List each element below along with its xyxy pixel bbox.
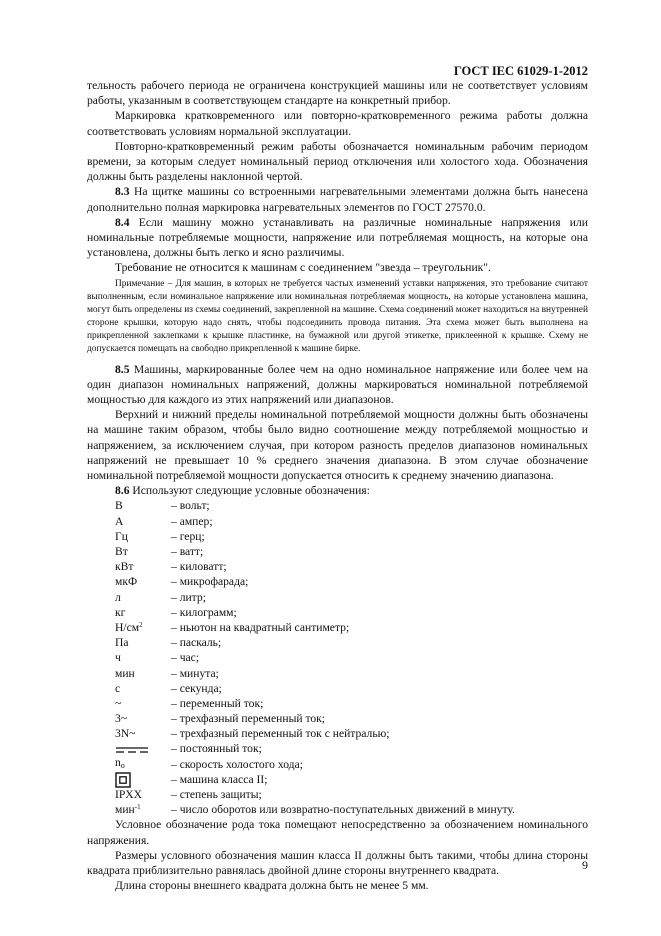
- clause-text: Если машину можно устанавливать на различные номинальные напряжения или номинальные потребляемые мощности, напряжение или потребляемая мощность, на которые она установлена, должны быть легко и ясно различимы.: [87, 215, 588, 260]
- symbol-row: [115, 650, 588, 665]
- paragraph-square-min: Длина стороны внешнего квадрата должна быть не менее 5 мм.: [115, 879, 429, 893]
- symbol-description: – число оборотов или возвратно-поступательных движений в минуту.: [171, 803, 515, 817]
- symbol-row: [115, 802, 588, 817]
- symbol-code: с: [115, 681, 121, 695]
- symbols-list: [87, 498, 588, 817]
- page-number: 9: [582, 858, 588, 872]
- symbol-code: ~: [115, 696, 122, 710]
- symbol-row: [115, 635, 588, 650]
- note-paragraph: Примечание – Для машин, в которых не требуется частых изменений уставки напряжения, это требование считают выполненным, если номинальное напряжение или номинальная потребляемая мощность, на которые установлена машина, могут быть определены из схемы соединений, закрепленной на машине. Схема соединений может находиться на внутренней стороне крышки, которую надо снять, чтобы подсоединить провода питания. Эта схема может быть выполнена на прикрепленной заклепками к крышке пластинке, на бумажной или другой этикетке, приклеенной к крышке. Схему не допускается помещать на свободно прикрепленной к машине бирке.: [87, 278, 588, 354]
- symbol-row: [115, 605, 588, 620]
- symbol-code: 3~: [115, 712, 128, 726]
- symbol-description: – вольт;: [171, 499, 210, 513]
- symbol-row: [115, 741, 588, 756]
- symbol-description: – трехфазный переменный ток с нейтралью;: [171, 727, 390, 741]
- clause-number: 8.5: [115, 362, 130, 376]
- symbol-code-text: n: [115, 756, 121, 770]
- symbol-code: л: [115, 590, 121, 604]
- symbol-code: IPXX: [115, 788, 143, 802]
- symbol-code: Вт: [115, 545, 128, 559]
- symbol-description: – секунда;: [171, 681, 222, 695]
- symbol-code: 3N~: [115, 727, 136, 741]
- symbol-row: [115, 757, 588, 772]
- symbol-description: – степень защиты;: [171, 788, 262, 802]
- superscript: 2: [139, 620, 143, 629]
- clause-text: Машины, маркированные более чем на одно номинальное напряжение или более чем на один диапазон номинальных напряжений, должны маркироваться номинальной потребляемой мощностью для каждого из этих напряжений или диапазонов.: [87, 362, 588, 407]
- symbol-code: [115, 802, 171, 817]
- symbol-code: Гц: [115, 529, 128, 543]
- symbol-description: – постоянный ток;: [171, 742, 262, 756]
- symbol-row: [115, 666, 588, 681]
- class-ii-square-icon: [115, 772, 131, 788]
- symbol-description: – час;: [171, 651, 200, 665]
- document-id-header: ГОСТ IEC 61029-1-2012: [453, 64, 588, 78]
- symbol-row: [115, 696, 588, 711]
- dc-current-icon: [115, 745, 149, 755]
- symbol-code: [115, 771, 171, 787]
- symbol-row: [115, 590, 588, 605]
- symbol-code-text: мин: [115, 803, 135, 817]
- clause-8-6: [87, 483, 588, 498]
- symbol-description: – машина класса II;: [171, 772, 268, 786]
- symbol-row: [115, 711, 588, 726]
- paragraph-class-ii-size: Размеры условного обозначения машин класса II должны быть такими, чтобы длина стороны квадрата приблизительно равнялась двойной длине стороны внутреннего квадрата.: [87, 848, 588, 878]
- symbol-row: [115, 726, 588, 741]
- symbol-row: [115, 559, 588, 574]
- paragraph-continuation: тельность рабочего периода не ограничена конструкцией машины или не соответствует условиям работы, указанным в соответствующем стандарте на конкретный прибор.: [87, 79, 588, 108]
- paragraph-power-limits: Верхний и нижний пределы номинальной потребляемой мощности должны быть обозначены на машине таким образом, чтобы было видно соотношение между потребляемой мощностью и напряжением, за исключением случая, при котором разность пределов диапазонов номинальных напряжений не превышает 10 % среднего значения диапазона. В этом случае обозначение номинальной потребляемой мощности допускается относить к среднему значению диапазона.: [87, 408, 588, 483]
- symbol-code: кВт: [115, 560, 134, 574]
- paragraph-current-type: Условное обозначение рода тока помещают непосредственно за обозначением номинального напряжения.: [87, 818, 588, 847]
- clause-number: 8.4: [115, 215, 130, 229]
- symbol-row: [115, 544, 588, 559]
- paragraph-star-delta: Требование не относится к машинам с соединением "звезда – треугольник".: [115, 261, 491, 275]
- paragraph-marking-short-duty: Маркировка кратковременного или повторно-кратковременного режима работы должна соответствовать условиям нормальной эксплуатации.: [87, 109, 588, 138]
- clause-8-5: [87, 362, 588, 408]
- symbol-code: ч: [115, 651, 121, 665]
- symbol-code: В: [115, 499, 123, 513]
- symbol-description: – скорость холостого хода;: [171, 757, 303, 771]
- symbol-row: [115, 574, 588, 589]
- symbol-code: А: [115, 514, 124, 528]
- symbol-description: – трехфазный переменный ток;: [171, 712, 326, 726]
- clause-text: На щитке машины со встроенными нагревательными элементами должна быть нанесена дополнительно полная маркировка нагревательных элементов по ГОСТ 27570.0.: [87, 185, 588, 214]
- clause-number: 8.6: [115, 484, 130, 498]
- document-body: [87, 78, 588, 893]
- subscript: o: [120, 761, 125, 771]
- symbol-description: – паскаль;: [171, 636, 222, 650]
- symbol-description: – микрофарада;: [171, 575, 249, 589]
- symbol-code: мин: [115, 666, 135, 680]
- symbol-description: – герц;: [171, 529, 205, 543]
- symbol-code: Па: [115, 636, 129, 650]
- symbol-code-text: Н/см: [115, 620, 140, 634]
- symbol-description: – ампер;: [171, 514, 213, 528]
- symbol-row: [115, 498, 588, 513]
- symbol-row: [115, 787, 588, 802]
- symbol-row: [115, 681, 588, 696]
- symbol-row: [115, 529, 588, 544]
- clause-8-4: [87, 215, 588, 261]
- symbol-description: – киловатт;: [171, 560, 227, 574]
- symbol-code: мкФ: [115, 575, 138, 589]
- clause-text: Используют следующие условные обозначения:: [129, 484, 370, 498]
- symbol-code: кг: [115, 605, 126, 619]
- symbol-description: – ватт;: [171, 545, 204, 559]
- symbol-description: – литр;: [171, 590, 206, 604]
- paragraph-intermittent-duty: Повторно-кратковременный режим работы обозначается номинальным рабочим периодом времени, за которым следует номинальный период отключения или холостого хода. Обозначения должны быть разделены наклонной чертой.: [87, 139, 588, 184]
- superscript: -1: [134, 803, 141, 812]
- symbol-description: – ньютон на квадратный сантиметр;: [171, 620, 350, 634]
- symbol-row: [115, 772, 588, 787]
- symbol-description: – минута;: [171, 666, 219, 680]
- clause-number: 8.3: [115, 185, 130, 199]
- symbol-description: – килограмм;: [171, 605, 237, 619]
- symbol-row: [115, 620, 588, 635]
- symbol-code: [115, 620, 171, 635]
- clause-8-3: [87, 184, 588, 214]
- symbol-row: [115, 514, 588, 529]
- symbol-description: – переменный ток;: [171, 696, 264, 710]
